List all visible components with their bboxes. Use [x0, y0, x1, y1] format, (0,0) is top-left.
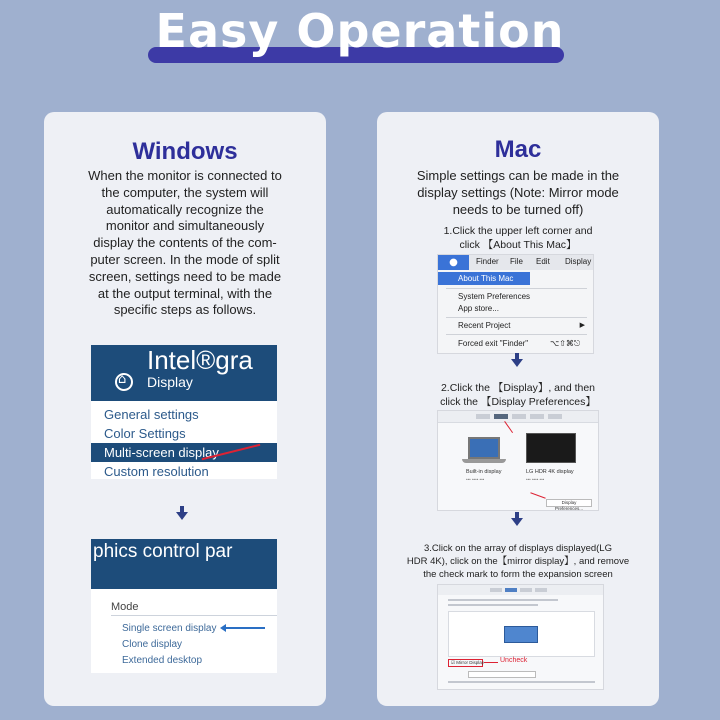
- menu-item-multi-screen-display[interactable]: Multi-screen display: [91, 443, 277, 462]
- menu-separator: [446, 317, 587, 318]
- menu-bar-finder[interactable]: Finder: [476, 257, 499, 266]
- mac-display-screenshot: [437, 410, 599, 511]
- tab[interactable]: [520, 588, 532, 592]
- apple-icon[interactable]: ●: [438, 255, 469, 270]
- uncheck-annotation: Uncheck: [500, 657, 528, 664]
- windows-heading: Windows: [132, 138, 238, 165]
- menu-item-color-settings[interactable]: Color Settings: [104, 426, 186, 441]
- tab[interactable]: [530, 414, 544, 419]
- lg-display-details: ••• •••• •••: [526, 477, 545, 482]
- optimize-row: [448, 671, 595, 678]
- page-title: Easy Operation: [155, 4, 565, 58]
- windows-description: When the monitor is connected to the computer, the system will automatically recognize the monitor and simultaneously display the contents of the com- puter screen. In the mode of split screen, settings need to be made at the output terminal, with the specific steps as follows.: [88, 168, 282, 318]
- intel-menu: [91, 405, 277, 479]
- arrangement-tab-bar: [438, 585, 604, 595]
- home-icon[interactable]: [115, 373, 133, 391]
- menu-item-general-settings[interactable]: General settings: [104, 407, 199, 422]
- display-arrangement-block[interactable]: [504, 626, 538, 643]
- builtin-display-label: Built-in display: [466, 469, 502, 475]
- mode-options: [122, 621, 217, 669]
- mac-step-3: 3.Click on the array of displays displayed(LG HDR 4K), click on the【mirror display】, and remove the check mark to form the expansion screen: [406, 543, 630, 580]
- menu-item-custom-resolution[interactable]: Custom resolution: [104, 464, 209, 479]
- display-preferences-button[interactable]: Display Preferences...: [546, 499, 592, 507]
- option-clone-display[interactable]: Clone display: [122, 639, 183, 650]
- tab-arrangement[interactable]: [505, 588, 517, 592]
- mac-step-2: 2.Click the 【Display】, and then click the 【Display Preferences】: [440, 382, 596, 408]
- intel-brand-partial: phics control par: [93, 541, 233, 562]
- tab[interactable]: [512, 414, 526, 419]
- intel-brand: Intel®gra: [147, 345, 253, 375]
- tab[interactable]: [548, 414, 562, 419]
- menu-bar-file[interactable]: File: [510, 257, 523, 266]
- menu-item-about-this-mac[interactable]: About This Mac: [438, 272, 530, 285]
- laptop-base: [462, 459, 506, 463]
- menu-item-force-quit[interactable]: Forced exit "Finder" ⌥⇧⌘⎋: [458, 339, 581, 348]
- tab-display[interactable]: [494, 414, 508, 419]
- mac-heading: Mac: [494, 136, 542, 163]
- keyboard-shortcut: ⌥⇧⌘⎋: [550, 339, 581, 348]
- intel-mode-screenshot: [91, 539, 277, 673]
- down-arrow-icon: [511, 359, 523, 367]
- blue-annotation-arrow: [225, 627, 265, 629]
- menu-separator: [446, 288, 587, 289]
- optimize-select[interactable]: [468, 671, 536, 678]
- chevron-right-icon: ▶: [579, 322, 585, 329]
- option-extended-desktop[interactable]: Extended desktop: [122, 655, 203, 666]
- instruction-text-placeholder: [448, 599, 558, 601]
- menu-item-app-store[interactable]: App store...: [458, 304, 499, 313]
- tab[interactable]: [476, 414, 490, 419]
- intel-display-screenshot: [91, 345, 277, 479]
- red-annotation-line: [484, 662, 498, 663]
- menu-bar-display[interactable]: Display: [565, 257, 592, 266]
- intel-section-label: Display: [147, 374, 193, 390]
- down-arrow-icon: [176, 512, 188, 520]
- options-text-placeholder: [448, 681, 595, 683]
- mode-label: Mode: [111, 601, 139, 613]
- divider: [111, 615, 277, 616]
- mirror-display-checkbox[interactable]: ☑ Mirror Display: [448, 659, 483, 667]
- header: [0, 0, 720, 70]
- monitor-icon[interactable]: [526, 433, 576, 463]
- tab[interactable]: [490, 588, 502, 592]
- menu-bar-edit[interactable]: Edit: [536, 257, 550, 266]
- mac-step-1: 1.Click the upper left corner and click 【About This Mac】: [443, 225, 593, 251]
- menu-item-recent-project[interactable]: Recent Project ▶: [458, 321, 585, 330]
- red-annotation-line: [530, 492, 545, 498]
- tab[interactable]: [535, 588, 547, 592]
- mac-arrangement-screenshot: [437, 584, 604, 690]
- mac-tab-bar: [438, 411, 599, 423]
- menu-separator: [446, 334, 587, 335]
- builtin-display-details: ••• •••• •••: [466, 477, 485, 482]
- down-arrow-icon: [511, 518, 523, 526]
- mac-apple-menu-screenshot: [437, 254, 594, 354]
- option-single-screen[interactable]: Single screen display: [122, 623, 217, 634]
- instruction-text-placeholder: [448, 604, 538, 606]
- menu-item-system-preferences[interactable]: System Preferences: [458, 292, 531, 301]
- lg-display-label: LG HDR 4K display: [526, 469, 574, 475]
- laptop-icon[interactable]: [468, 437, 500, 459]
- mac-description: Simple settings can be made in the display settings (Note: Mirror mode needs to be turned off): [416, 168, 620, 217]
